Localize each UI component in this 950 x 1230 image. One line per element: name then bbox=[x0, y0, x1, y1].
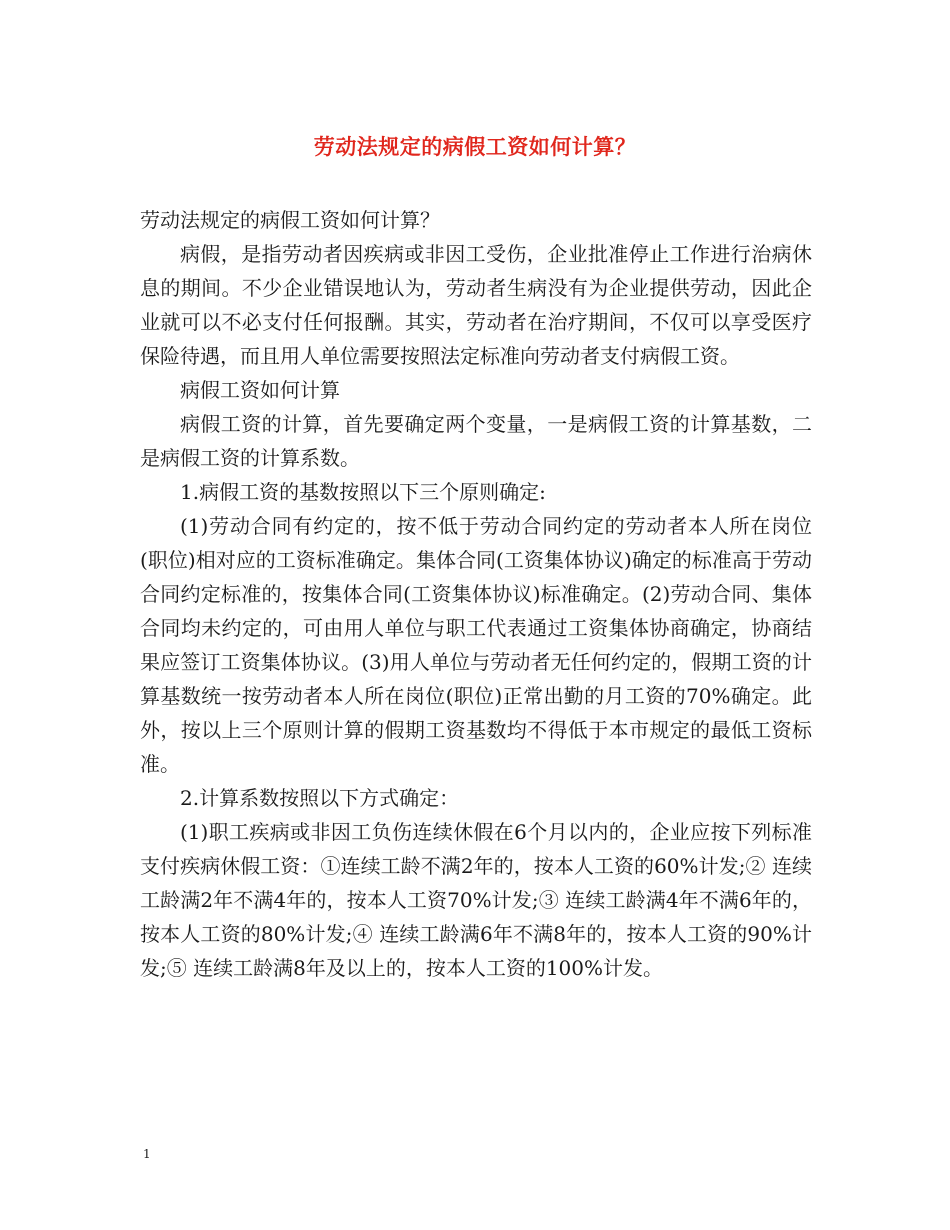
paragraph-subtitle: 劳动法规定的病假工资如何计算？ bbox=[140, 208, 440, 232]
paragraph-coefficient-heading: 2.计算系数按照以下方式确定： bbox=[180, 786, 460, 810]
paragraph-base-principles-heading: 1.病假工资的基数按照以下三个原则确定: bbox=[180, 480, 546, 504]
paragraph-base-principles: (1)劳动合同有约定的，按不低于劳动合同约定的劳动者本人所在岗位(职位)相对应的工资标准确定。集体合同(工资集体协议)确定的标准高于劳动合同约定标准的，按集体合同(工资集体协议)标准确定。(2)劳动合同、集体合同均未约定的，可由用人单位与职工代表通过工资集体协商确定，协商结果应签订工资集体协议。(3)用人单位与劳动者无任何约定的，假期工资的计算基数统一按劳动者本人所在岗位(职位)正常出勤的月工资的70%确定。此外，按以上三个原则计算的假期工资基数均不得低于本市规定的最低工资标准。 bbox=[140, 514, 812, 776]
section-heading-calculation: 病假工资如何计算 bbox=[180, 378, 340, 402]
page-number: 1 bbox=[143, 1147, 151, 1161]
paragraph-coefficient-rules: (1)职工疾病或非因工负伤连续休假在6个月以内的，企业应按下列标准支付疾病休假工资：①连续工龄不满2年的，按本人工资的60%计发;② 连续工龄满2年不满4年的，按本人工资70%计发;③ 连续工龄满4年不满6年的，按本人工资的80%计发;④ 连续工龄满6年不满8年的，按本人工资的90%计发;⑤ 连续工龄满8年及以上的，按本人工资的100%计发。 bbox=[140, 820, 812, 980]
paragraph-calculation-intro: 病假工资的计算，首先要确定两个变量，一是病假工资的计算基数，二是病假工资的计算系数。 bbox=[140, 412, 812, 470]
page-title: 劳动法规定的病假工资如何计算？ bbox=[313, 134, 637, 159]
paragraph-sick-leave-definition: 病假，是指劳动者因疾病或非因工受伤，企业批准停止工作进行治病休息的期间。不少企业错误地认为，劳动者生病没有为企业提供劳动，因此企业就可以不必支付任何报酬。其实，劳动者在治疗期间，不仅可以享受医疗保险待遇，而且用人单位需要按照法定标准向劳动者支付病假工资。 bbox=[140, 242, 812, 368]
document-body bbox=[140, 203, 812, 985]
